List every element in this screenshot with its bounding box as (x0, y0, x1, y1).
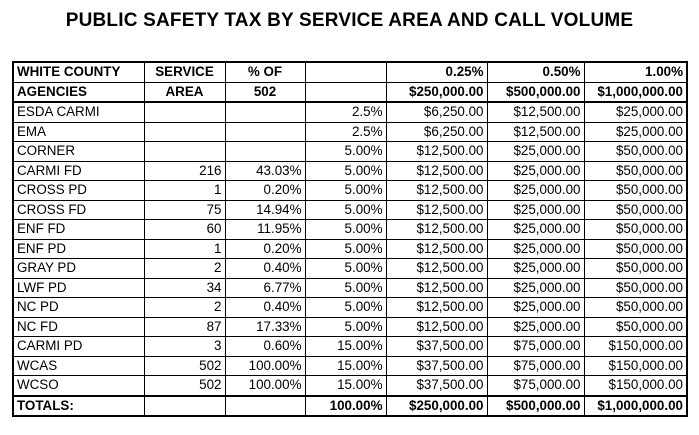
amount-100-cell: $50,000.00 (584, 239, 687, 259)
agency-cell: CARMI PD (13, 337, 144, 357)
table-row (13, 278, 687, 298)
amount-050-cell: $25,000.00 (487, 181, 584, 201)
pct-of-502-cell: 0.40% (225, 259, 305, 279)
pct-of-502-cell: 0.20% (225, 239, 305, 259)
tax-table (12, 61, 688, 417)
amount-100-cell: $25,000.00 (584, 102, 687, 122)
amount-100-cell: $50,000.00 (584, 220, 687, 240)
agency-cell: NC FD (13, 317, 144, 337)
header-row (13, 82, 687, 102)
amount-050-cell: $75,000.00 (487, 376, 584, 396)
pct-of-502-cell: 0.60% (225, 337, 305, 357)
service-area-cell (144, 396, 225, 417)
agency-cell: CROSS PD (13, 181, 144, 201)
pct-of-502-cell: 43.03% (225, 161, 305, 181)
tax-pct-cell: 5.00% (305, 259, 386, 279)
amount-100-cell: $50,000.00 (584, 278, 687, 298)
table-row (13, 122, 687, 142)
agency-cell: CORNER (13, 142, 144, 162)
tax-pct-cell: 15.00% (305, 337, 386, 357)
pct-of-502-cell: 6.77% (225, 278, 305, 298)
pct-of-502-cell: 0.20% (225, 181, 305, 201)
amount-050-cell: $25,000.00 (487, 317, 584, 337)
table-row (13, 239, 687, 259)
table-row (13, 142, 687, 162)
tax-pct-cell: 5.00% (305, 317, 386, 337)
pct-of-502-cell: 11.95% (225, 220, 305, 240)
agency-cell: AGENCIES (13, 82, 144, 102)
amount-025-cell: $12,500.00 (386, 161, 487, 181)
amount-050-cell: $500,000.00 (487, 82, 584, 102)
amount-050-cell: $25,000.00 (487, 298, 584, 318)
amount-100-cell: $50,000.00 (584, 142, 687, 162)
amount-025-cell: $12,500.00 (386, 181, 487, 201)
amount-100-cell: $1,000,000.00 (584, 396, 687, 417)
amount-050-cell: $25,000.00 (487, 278, 584, 298)
agency-cell: NC PD (13, 298, 144, 318)
agency-cell: WCSO (13, 376, 144, 396)
amount-025-cell: $6,250.00 (386, 122, 487, 142)
agency-cell: CARMI FD (13, 161, 144, 181)
amount-025-cell: $6,250.00 (386, 102, 487, 122)
amount-025-cell: $12,500.00 (386, 200, 487, 220)
service-area-cell (144, 102, 225, 122)
tax-pct-cell (305, 62, 386, 82)
service-area-cell: 2 (144, 259, 225, 279)
amount-050-cell: $25,000.00 (487, 200, 584, 220)
header-row (13, 62, 687, 82)
service-area-cell (144, 142, 225, 162)
amount-100-cell: $50,000.00 (584, 317, 687, 337)
pct-of-502-cell (225, 142, 305, 162)
service-area-cell (144, 122, 225, 142)
amount-025-cell: $12,500.00 (386, 142, 487, 162)
amount-100-cell: $25,000.00 (584, 122, 687, 142)
tax-pct-cell: 5.00% (305, 298, 386, 318)
agency-cell: CROSS FD (13, 200, 144, 220)
amount-025-cell: $37,500.00 (386, 376, 487, 396)
amount-100-cell: $150,000.00 (584, 356, 687, 376)
tax-pct-cell: 5.00% (305, 200, 386, 220)
tax-pct-cell: 5.00% (305, 278, 386, 298)
amount-050-cell: $25,000.00 (487, 142, 584, 162)
tax-pct-cell: 5.00% (305, 161, 386, 181)
table-row (13, 337, 687, 357)
agency-cell: ESDA CARMI (13, 102, 144, 122)
tax-pct-cell: 5.00% (305, 181, 386, 201)
pct-of-502-cell: 502 (225, 82, 305, 102)
pct-of-502-cell: % OF (225, 62, 305, 82)
amount-025-cell: 0.25% (386, 62, 487, 82)
pct-of-502-cell: 0.40% (225, 298, 305, 318)
amount-100-cell: $150,000.00 (584, 337, 687, 357)
totals-row (13, 396, 687, 417)
agency-cell: WCAS (13, 356, 144, 376)
pct-of-502-cell: 100.00% (225, 376, 305, 396)
tax-pct-cell: 2.5% (305, 122, 386, 142)
table-row (13, 298, 687, 318)
pct-of-502-cell (225, 122, 305, 142)
amount-025-cell: $12,500.00 (386, 278, 487, 298)
amount-100-cell: $50,000.00 (584, 200, 687, 220)
amount-100-cell: $50,000.00 (584, 181, 687, 201)
tax-pct-cell: 5.00% (305, 239, 386, 259)
service-area-cell: 3 (144, 337, 225, 357)
table-row (13, 220, 687, 240)
amount-050-cell: $25,000.00 (487, 161, 584, 181)
agency-cell: ENF PD (13, 239, 144, 259)
tax-pct-cell (305, 82, 386, 102)
service-area-cell: SERVICE (144, 62, 225, 82)
tax-pct-cell: 15.00% (305, 356, 386, 376)
agency-cell: EMA (13, 122, 144, 142)
page-title: PUBLIC SAFETY TAX BY SERVICE AREA AND CALL VOLUME (65, 10, 634, 31)
service-area-cell: 34 (144, 278, 225, 298)
amount-100-cell: $50,000.00 (584, 259, 687, 279)
service-area-cell: 87 (144, 317, 225, 337)
service-area-cell: 75 (144, 200, 225, 220)
amount-050-cell: $500,000.00 (487, 396, 584, 417)
service-area-cell: 1 (144, 181, 225, 201)
amount-050-cell: $75,000.00 (487, 337, 584, 357)
table-row (13, 161, 687, 181)
service-area-cell: 216 (144, 161, 225, 181)
amount-050-cell: 0.50% (487, 62, 584, 82)
amount-025-cell: $37,500.00 (386, 337, 487, 357)
amount-100-cell: 1.00% (584, 62, 687, 82)
amount-025-cell: $12,500.00 (386, 298, 487, 318)
service-area-cell: 60 (144, 220, 225, 240)
tax-pct-cell: 2.5% (305, 102, 386, 122)
pct-of-502-cell (225, 102, 305, 122)
table-row (13, 376, 687, 396)
amount-050-cell: $25,000.00 (487, 220, 584, 240)
service-area-cell: 502 (144, 376, 225, 396)
amount-025-cell: $250,000.00 (386, 396, 487, 417)
amount-050-cell: $25,000.00 (487, 259, 584, 279)
table-row (13, 259, 687, 279)
amount-050-cell: $75,000.00 (487, 356, 584, 376)
amount-050-cell: $12,500.00 (487, 122, 584, 142)
service-area-cell: 1 (144, 239, 225, 259)
agency-cell: TOTALS: (13, 396, 144, 417)
agency-cell: WHITE COUNTY (13, 62, 144, 82)
pct-of-502-cell: 100.00% (225, 356, 305, 376)
table-row (13, 102, 687, 122)
tax-pct-cell: 5.00% (305, 142, 386, 162)
tax-pct-cell: 100.00% (305, 396, 386, 417)
tax-pct-cell: 5.00% (305, 220, 386, 240)
amount-100-cell: $150,000.00 (584, 376, 687, 396)
tax-pct-cell: 15.00% (305, 376, 386, 396)
agency-cell: LWF PD (13, 278, 144, 298)
amount-025-cell: $12,500.00 (386, 317, 487, 337)
amount-025-cell: $12,500.00 (386, 259, 487, 279)
amount-025-cell: $12,500.00 (386, 220, 487, 240)
table-body (13, 62, 687, 416)
amount-100-cell: $50,000.00 (584, 298, 687, 318)
table-row (13, 200, 687, 220)
agency-cell: ENF FD (13, 220, 144, 240)
service-area-cell: AREA (144, 82, 225, 102)
amount-050-cell: $25,000.00 (487, 239, 584, 259)
agency-cell: GRAY PD (13, 259, 144, 279)
amount-100-cell: $50,000.00 (584, 161, 687, 181)
pct-of-502-cell: 17.33% (225, 317, 305, 337)
amount-050-cell: $12,500.00 (487, 102, 584, 122)
amount-025-cell: $37,500.00 (386, 356, 487, 376)
amount-025-cell: $12,500.00 (386, 239, 487, 259)
pct-of-502-cell (225, 396, 305, 417)
amount-025-cell: $250,000.00 (386, 82, 487, 102)
pct-of-502-cell: 14.94% (225, 200, 305, 220)
table-row (13, 356, 687, 376)
table-row (13, 317, 687, 337)
amount-100-cell: $1,000,000.00 (584, 82, 687, 102)
service-area-cell: 502 (144, 356, 225, 376)
service-area-cell: 2 (144, 298, 225, 318)
table-row (13, 181, 687, 201)
